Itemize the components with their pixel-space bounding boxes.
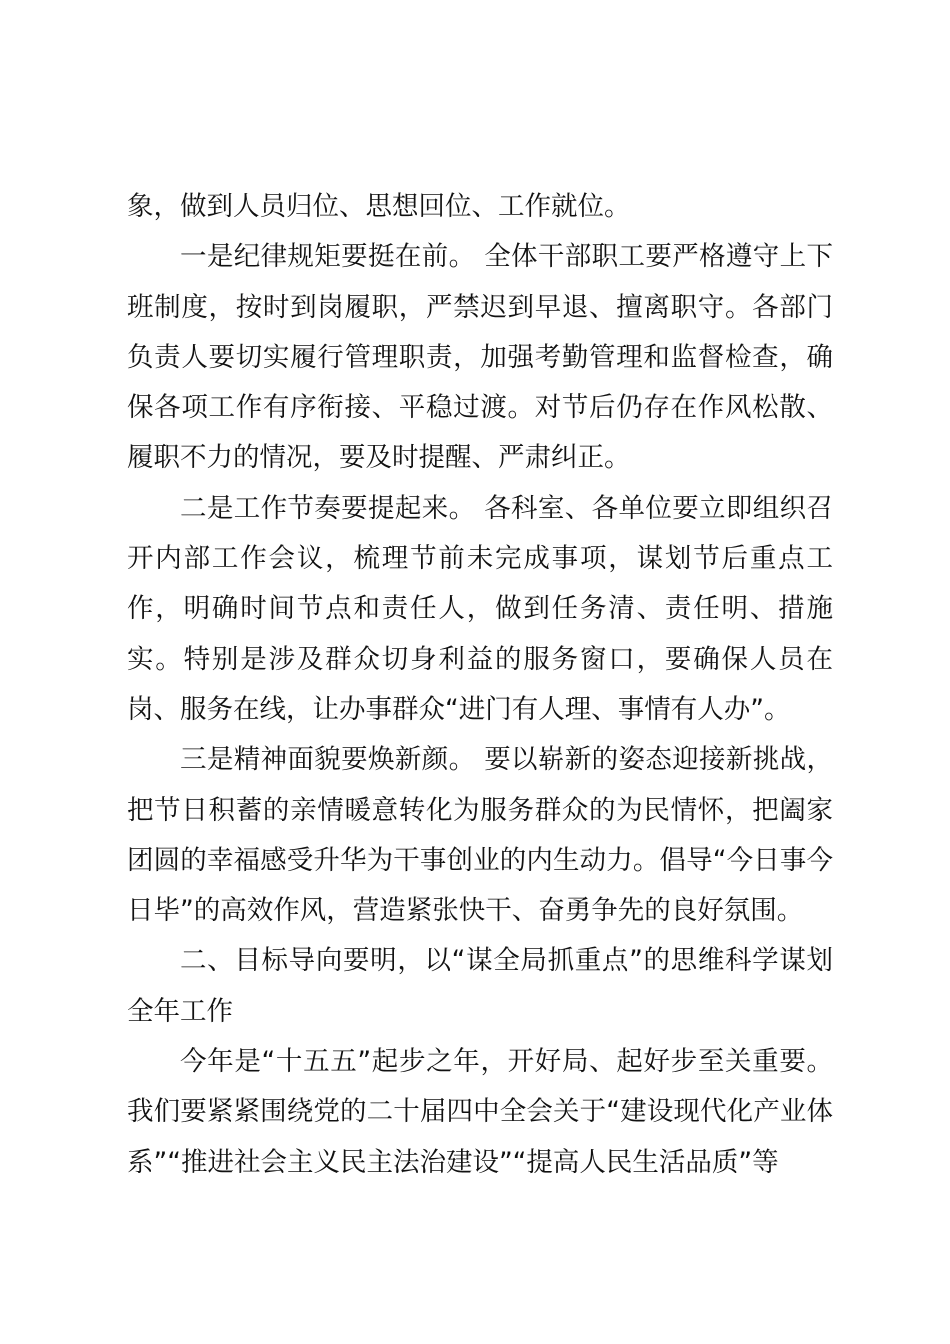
paragraph-discipline: 一是纪律规矩要挺在前。 全体干部职工要严格遵守上下班制度，按时到岗履职，严禁迟到早退、擅离职守。各部门负责人要切实履行管理职责，加强考勤管理和监督检查，确保各项工作有序衔接、平稳过渡。对节后仍存在作风松散、履职不力的情况，要及时提醒、严肃纠正。 xyxy=(127,241,833,474)
section-heading-goal-orientation: 二、目标导向要明，以“谋全局抓重点”的思维科学谋划全年工作 xyxy=(127,945,833,1027)
paragraph-this-year: 今年是“十五五”起步之年，开好局、起好步至关重要。我们要紧紧围绕党的二十届四中全会关于“建设现代化产业体系”“推进社会主义民主法治建设”“提高人民生活品质”等 xyxy=(127,1046,833,1178)
paragraph-spirit: 三是精神面貌要焕新颜。 要以崭新的姿态迎接新挑战，把节日积蓄的亲情暖意转化为服务群众的为民情怀，把阖家团圆的幸福感受升华为干事创业的内生动力。倡导“今日事今日毕”的高效作风，营造紧张快干、奋勇争先的良好氛围。 xyxy=(127,744,833,927)
paragraph-continuation: 象，做到人员归位、思想回位、工作就位。 xyxy=(127,191,631,222)
document-page xyxy=(127,182,833,1188)
paragraph-work-pace: 二是工作节奏要提起来。 各科室、各单位要立即组织召开内部工作会议，梳理节前未完成事项，谋划节后重点工作，明确时间节点和责任人，做到任务清、责任明、措施实。特别是涉及群众切身利益的服务窗口，要确保人员在岗、服务在线，让办事群众“进门有人理、事情有人办”。 xyxy=(127,492,833,725)
